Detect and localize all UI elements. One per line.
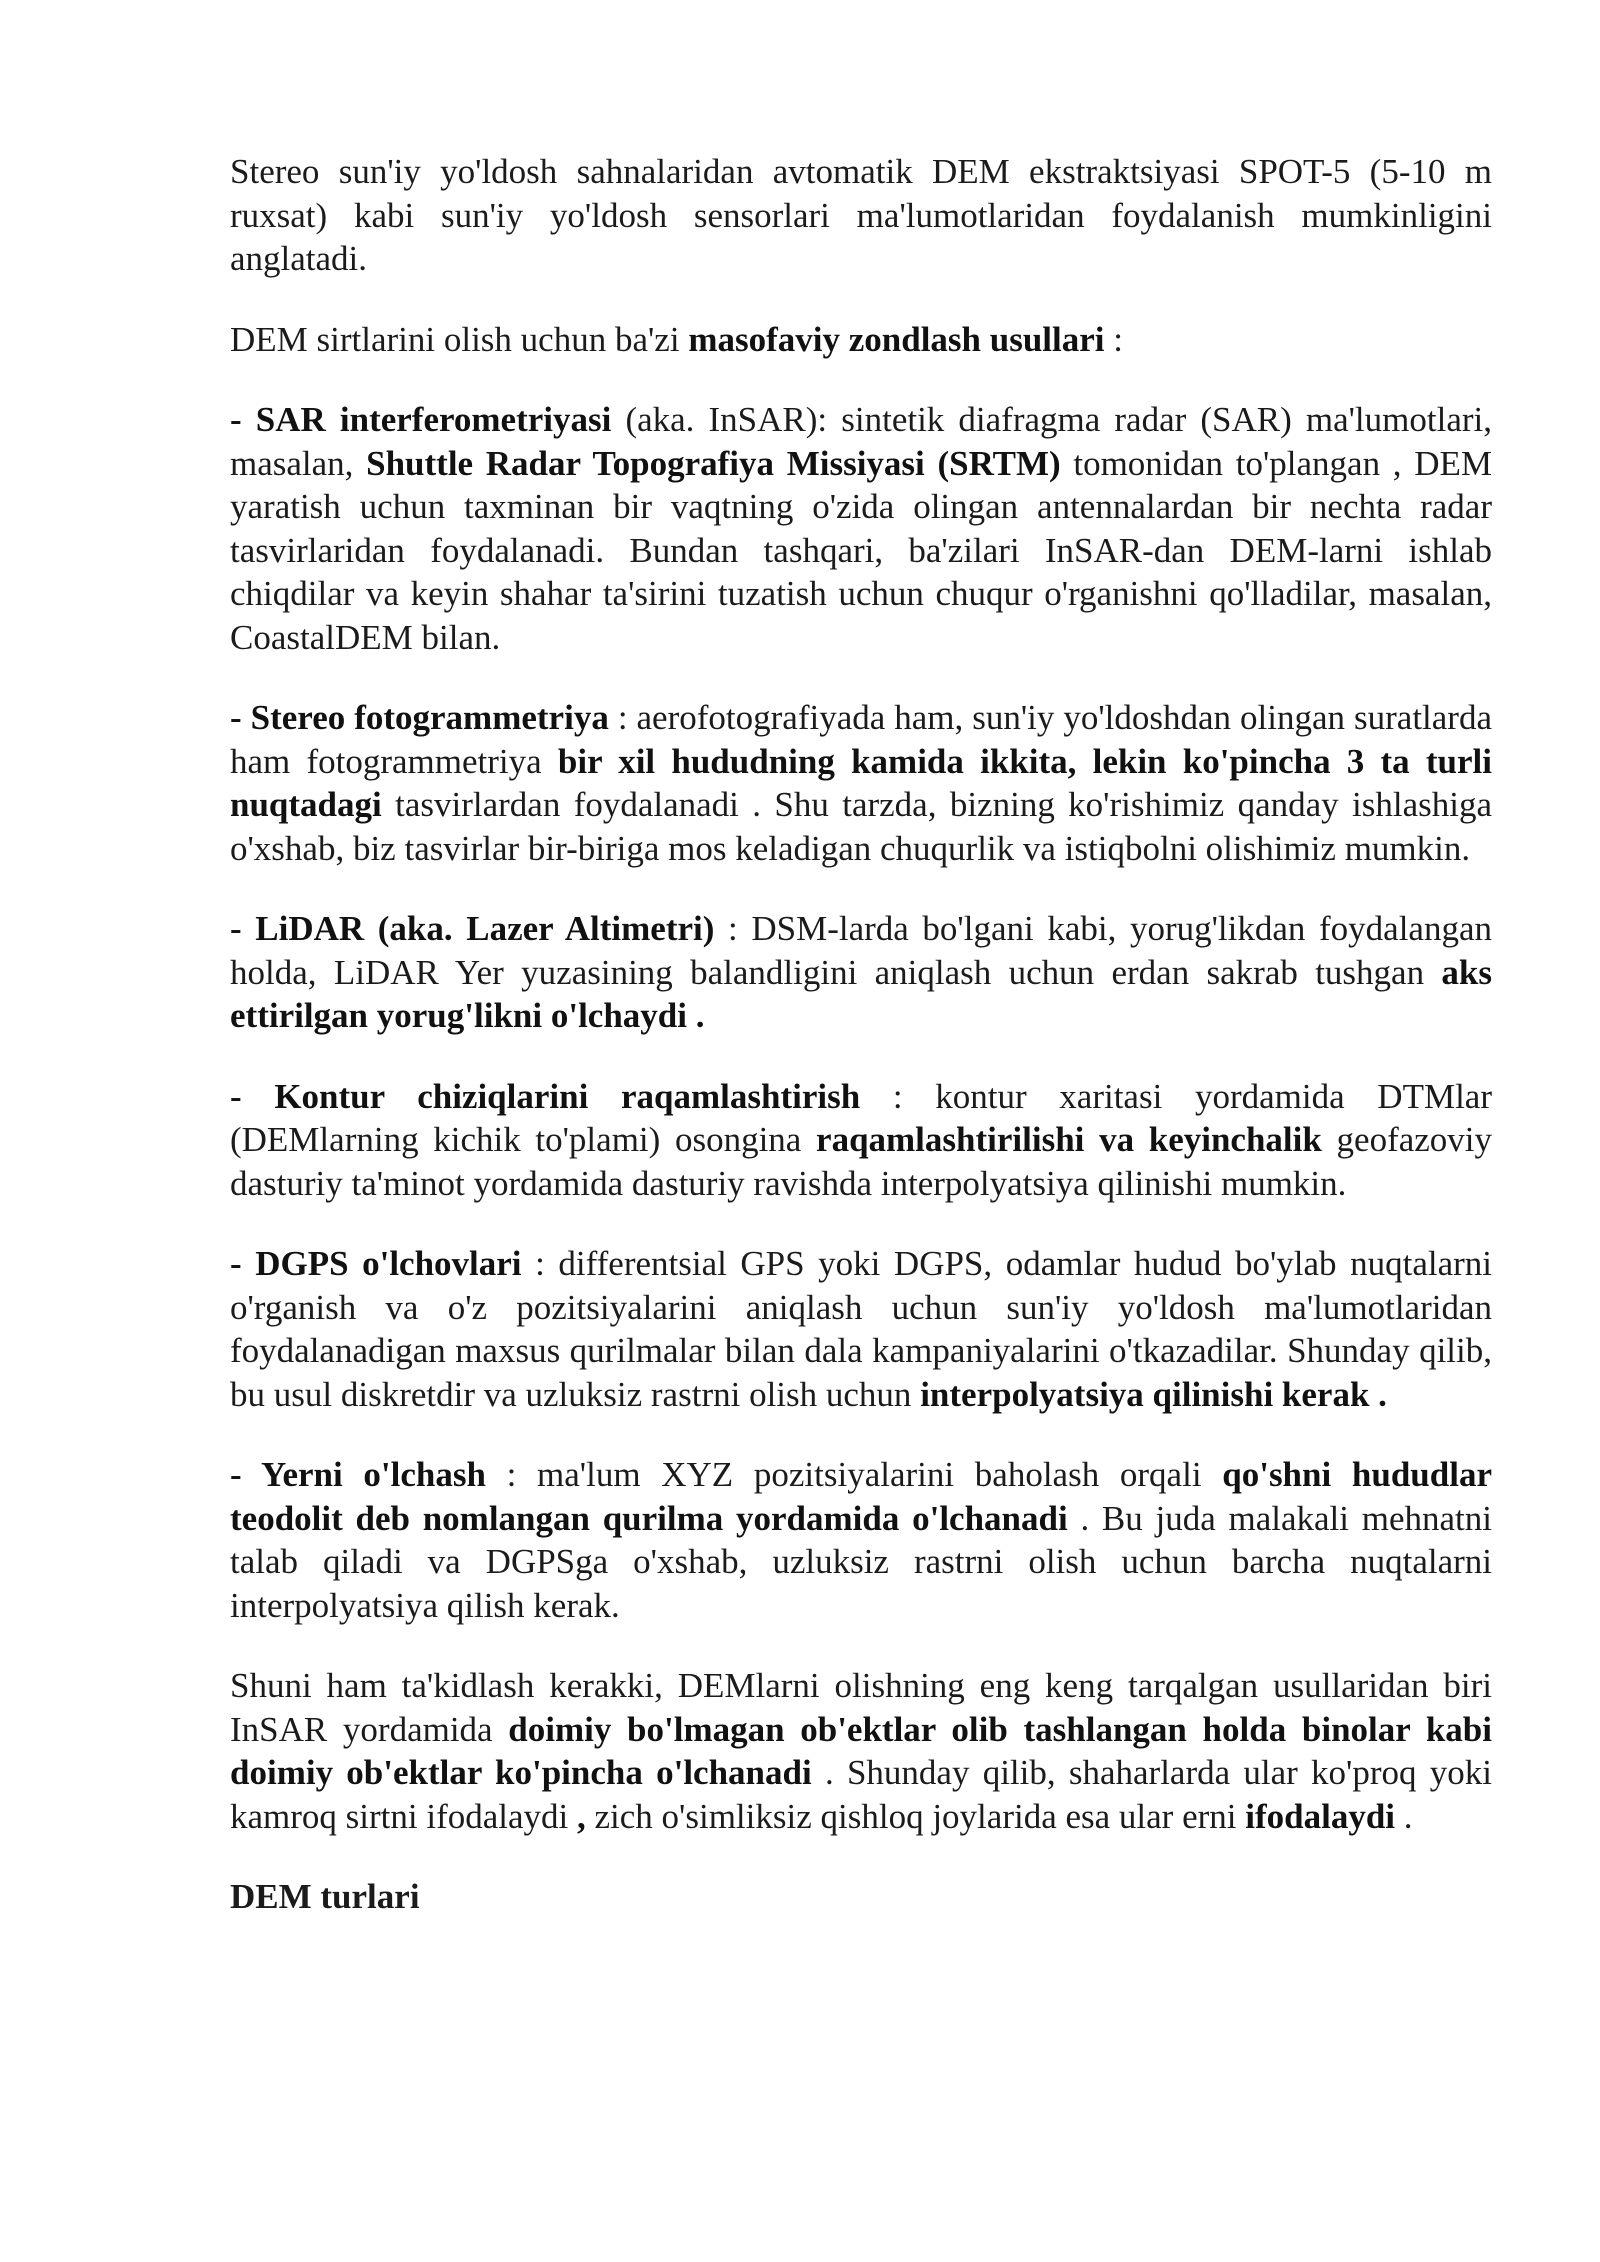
paragraph-dgps	[230, 1242, 1492, 1416]
paragraph-note	[230, 1664, 1492, 1838]
bold-text-run: - Kontur chiziqlarini raqamlashtirish	[230, 1076, 861, 1116]
bold-text-run: Shuttle Radar Topografiya Missiyasi (SRTM)	[366, 443, 1061, 483]
text-run: DEM sirtlarini olish uchun ba'zi	[230, 319, 689, 359]
bold-text-run: - LiDAR (aka. Lazer Altimetri)	[230, 909, 715, 948]
text-run: . Bu juda malakali mehnatni talab qiladi va DGPSga o'xshab, uzluksiz rastrni olish uchun barcha nuqtalarni interpolyatsiya qilish kerak.	[230, 1498, 1492, 1625]
bold-text-run: - Stereo fotogrammetriya	[230, 698, 609, 737]
text-run: : ma'lum XYZ pozitsiyalarini baholash orqali	[485, 1455, 1223, 1494]
text-run: :	[1104, 319, 1124, 359]
text-run: : aerofotografiyada ham, sun'iy yo'ldoshdan olingan suratlarda ham fotogrammetriya	[230, 698, 1492, 781]
bold-text-run: - DGPS o'lchovlari	[230, 1244, 522, 1283]
text-run: tasvirlardan foydalanadi . Shu tarzda, bizning ko'rishimiz qanday ishlashiga o'xshab, biz tasvirlar bir-biriga mos keladigan chuqurlik va istiqbolni olishimiz mumkin.	[230, 785, 1492, 868]
bold-text-run: raqamlashtirilishi va keyinchalik	[816, 1120, 1322, 1159]
text-run: (aka. InSAR): sintetik diafragma radar (SAR) ma'lumotlari, masalan,	[230, 400, 1492, 483]
bold-text-run: - SAR interferometriyasi	[230, 400, 612, 439]
text-run: : kontur xaritasi yordamida DTMlar (DEMlarning kichik to'plami) osongina	[230, 1076, 1493, 1159]
document-page	[230, 150, 1492, 1919]
text-run: . Shunday qilib, shaharlarda ular ko'proq yoki kamroq sirtni ifodalaydi	[230, 1753, 1492, 1836]
paragraph-methods-lead	[230, 318, 1492, 362]
text-run: geofazoviy dasturiy ta'minot yordamida dasturiy ravishda interpolyatsiya qilinishi mumkin.	[230, 1120, 1493, 1203]
paragraph-ground-survey	[230, 1453, 1492, 1627]
paragraph-lidar	[230, 907, 1492, 1038]
bold-text-run: bir xil hududning kamida ikkita, lekin ko'pincha 3 ta turli nuqtadagi	[230, 741, 1492, 824]
text-run: : differentsial GPS yoki DGPS, odamlar hudud bo'ylab nuqtalarni o'rganish va o'z pozitsiyalarini aniqlash uchun sun'iy yo'ldosh ma'lumotlaridan foydalanadigan maxsus qurilmalar bilan dala kampaniyalarini o'tkazadilar. Shunday qilib, bu usul diskretdir va uzluksiz rastrni olish uchun	[230, 1244, 1492, 1414]
paragraph-intro	[230, 150, 1492, 281]
bold-text-run: interpolyatsiya qilinishi kerak .	[920, 1374, 1387, 1414]
text-run: tomonidan to'plangan , DEM yaratish uchun taxminan bir vaqtning o'zida olingan antennalardan bir nechta radar tasvirlaridan foydalanadi. Bundan tashqari, ba'zilari InSAR-dan DEM-larni ishlab chiqdilar va keyin shahar ta'sirini tuzatish uchun chuqur o'rganishni qo'lladilar, masalan, CoastalDEM bilan.	[230, 443, 1492, 657]
section-heading: DEM turlari	[230, 1877, 420, 1916]
text-run: .	[1395, 1796, 1413, 1836]
bold-text-run: ,	[577, 1796, 586, 1836]
text-run: Shuni ham ta'kidlash kerakki, DEMlarni olishning eng keng tarqalgan usullaridan biri InSAR yordamida	[230, 1666, 1492, 1749]
bold-text-run: masofaviy zondlash usullari	[688, 319, 1105, 359]
bold-text-run: ifodalaydi	[1245, 1796, 1396, 1836]
text-run: Stereo sun'iy yo'ldosh sahnalaridan avtomatik DEM ekstraktsiyasi SPOT-5 (5-10 m ruxsat) kabi sun'iy yo'ldosh sensorlari ma'lumotlaridan foydalanish mumkinligini anglatadi.	[230, 152, 1492, 278]
text-run: zich o'simliksiz qishloq joylarida esa ular erni	[585, 1796, 1246, 1836]
text-run: : DSM-larda bo'lgani kabi, yorug'likdan foydalangan holda, LiDAR Yer yuzasining balandligini aniqlash uchun erdan sakrab tushgan	[230, 909, 1492, 992]
paragraph-contour-digitizing	[230, 1075, 1492, 1206]
bold-text-run: qo'shni hududlar teodolit deb nomlangan qurilma yordamida o'lchanadi	[230, 1455, 1492, 1538]
bold-text-run: doimiy bo'lmagan ob'ektlar olib tashlangan holda binolar kabi doimiy ob'ektlar ko'pincha o'lchanadi	[230, 1709, 1492, 1792]
paragraph-stereo-photogrammetry	[230, 696, 1492, 870]
bold-text-run: aks ettirilgan yorug'likni o'lchaydi .	[230, 952, 1492, 1035]
paragraph-sar-interferometry	[230, 398, 1492, 659]
bold-text-run: - Yerni o'lchash	[230, 1455, 486, 1494]
